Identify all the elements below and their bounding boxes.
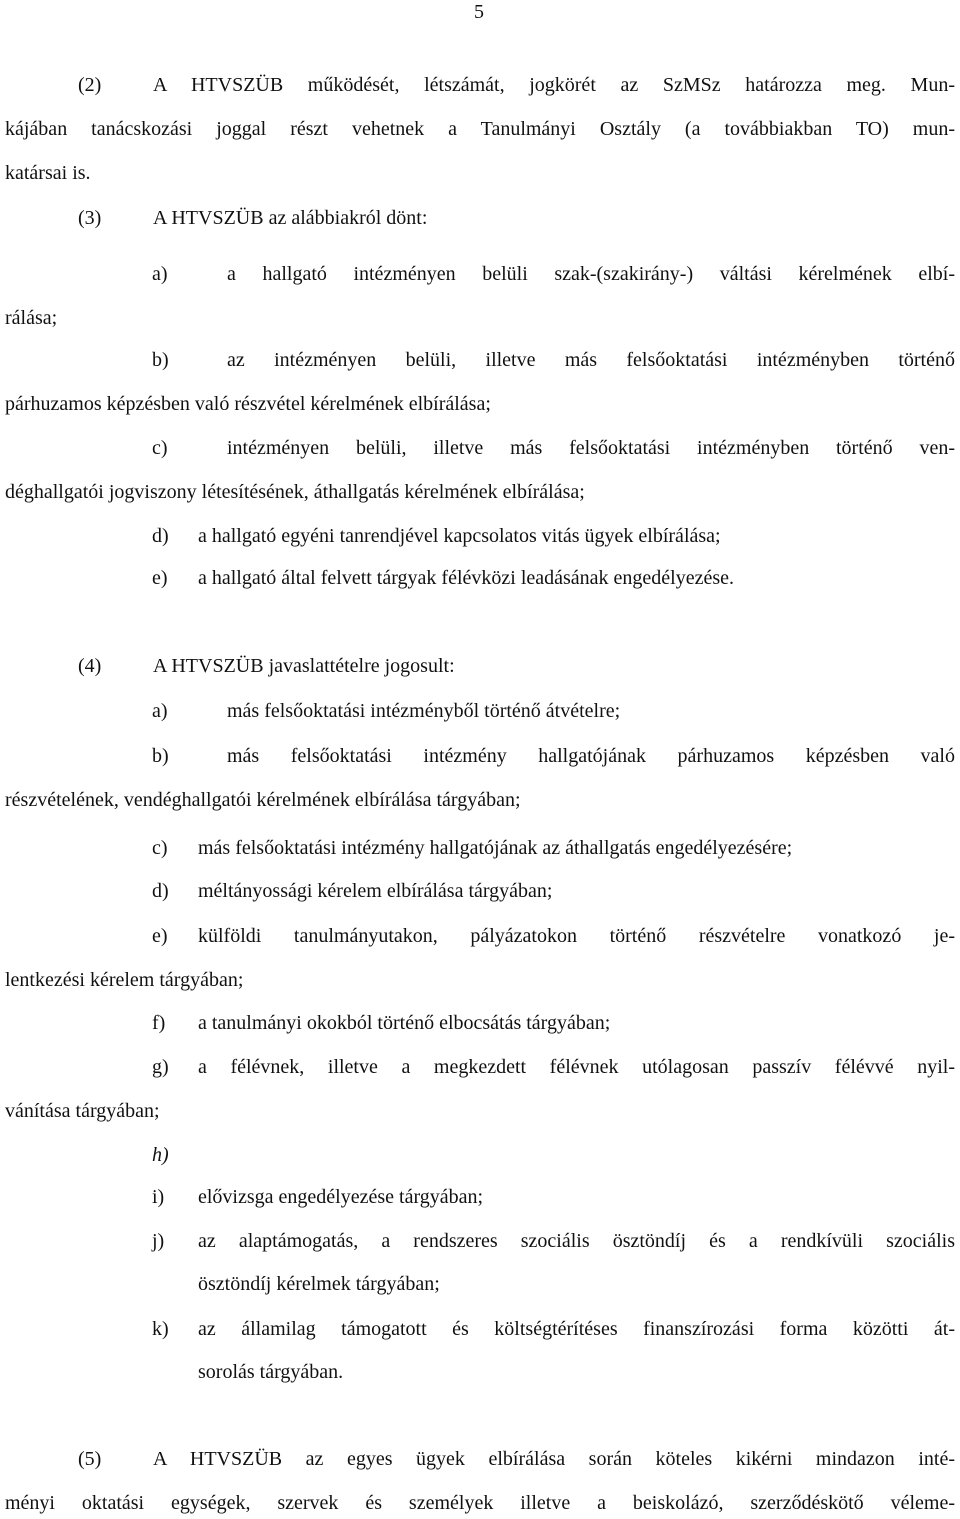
- item-line: lentkezési kérelem tárgyában;: [5, 969, 244, 991]
- item-line: párhuzamos képzésben való részvétel kérelmének elbírálása;: [5, 393, 491, 415]
- item-line: rálása;: [5, 307, 58, 329]
- item-label: e): [152, 925, 168, 947]
- item-line: a félévnek, illetve a megkezdett félévnek utólagosan passzív félévvé nyil-: [198, 1056, 955, 1078]
- item-line: az államilag támogatott és költségtérítéses finanszírozási forma közötti át-: [198, 1318, 955, 1340]
- item-line: a hallgató által felvett tárgyak félévközi leadásának engedélyezése.: [198, 567, 735, 589]
- item-label: g): [152, 1056, 169, 1078]
- item-line: vánítása tárgyában;: [5, 1100, 160, 1122]
- paragraph-number: (3): [78, 207, 102, 229]
- paragraph-line: katársai is.: [5, 162, 91, 184]
- paragraph-line: kájában tanácskozási joggal részt vehetnek a Tanulmányi Osztály (a továbbiakban TO) mun-: [5, 118, 955, 140]
- item-label: a): [152, 263, 168, 285]
- item-label: a): [152, 700, 168, 722]
- item-label: b): [152, 745, 169, 767]
- item-label: b): [152, 349, 169, 371]
- item-label: c): [152, 437, 168, 459]
- item-line: más felsőoktatási intézmény hallgatójának az áthallgatás engedélyezésére;: [198, 837, 793, 859]
- item-line: intézményen belüli, illetve más felsőoktatási intézményben történő ven-: [227, 437, 955, 459]
- item-line: az intézményen belüli, illetve más felsőoktatási intézményben történő: [227, 349, 955, 371]
- item-line: sorolás tárgyában.: [198, 1361, 344, 1383]
- paragraph-intro: A HTVSZÜB javaslattételre jogosult:: [153, 655, 455, 677]
- paragraph-line: A HTVSZÜB az egyes ügyek elbírálása során köteles kikérni mindazon inté-: [153, 1448, 955, 1470]
- item-line: az alaptámogatás, a rendszeres szociális ösztöndíj és a rendkívüli szociális: [198, 1230, 955, 1252]
- item-line: más felsőoktatási intézmény hallgatójának párhuzamos képzésben való: [227, 745, 955, 767]
- paragraph-intro: A HTVSZÜB az alábbiakról dönt:: [153, 207, 428, 229]
- item-line: méltányossági kérelem elbírálása tárgyában;: [198, 880, 553, 902]
- paragraph-line: ményi oktatási egységek, szervek és személyek illetve a beiskolázó, szerződéskötő véleme-: [5, 1492, 955, 1514]
- item-line: más felsőoktatási intézményből történő átvételre;: [227, 700, 621, 722]
- item-line: külföldi tanulmányutakon, pályázatokon történő részvételre vonatkozó je-: [198, 925, 955, 947]
- item-label: k): [152, 1318, 169, 1340]
- item-label: i): [152, 1186, 165, 1208]
- item-label: f): [152, 1012, 166, 1034]
- item-line: a hallgató egyéni tanrendjével kapcsolatos vitás ügyek elbírálása;: [198, 525, 721, 547]
- paragraph-line: A HTVSZÜB működését, létszámát, jogkörét az SzMSz határozza meg. Mun-: [153, 74, 955, 96]
- item-line: ösztöndíj kérelmek tárgyában;: [198, 1273, 440, 1295]
- paragraph-number: (4): [78, 655, 102, 677]
- item-line: a tanulmányi okokból történő elbocsátás tárgyában;: [198, 1012, 611, 1034]
- item-line: részvételének, vendéghallgatói kérelmének elbírálása tárgyában;: [5, 789, 521, 811]
- item-line: elővizsga engedélyezése tárgyában;: [198, 1186, 484, 1208]
- item-label: d): [152, 880, 169, 902]
- item-line: déghallgatói jogviszony létesítésének, áthallgatás kérelmének elbírálása;: [5, 481, 585, 503]
- paragraph-number: (5): [78, 1448, 102, 1470]
- item-label: h): [152, 1144, 169, 1166]
- item-label: d): [152, 525, 169, 547]
- paragraph-number: (2): [78, 74, 102, 96]
- page-number: 5: [474, 1, 484, 23]
- item-label: c): [152, 837, 168, 859]
- item-label: e): [152, 567, 168, 589]
- item-label: j): [152, 1230, 165, 1252]
- item-line: a hallgató intézményen belüli szak-(szakirány-) váltási kérelmének elbí-: [227, 263, 955, 285]
